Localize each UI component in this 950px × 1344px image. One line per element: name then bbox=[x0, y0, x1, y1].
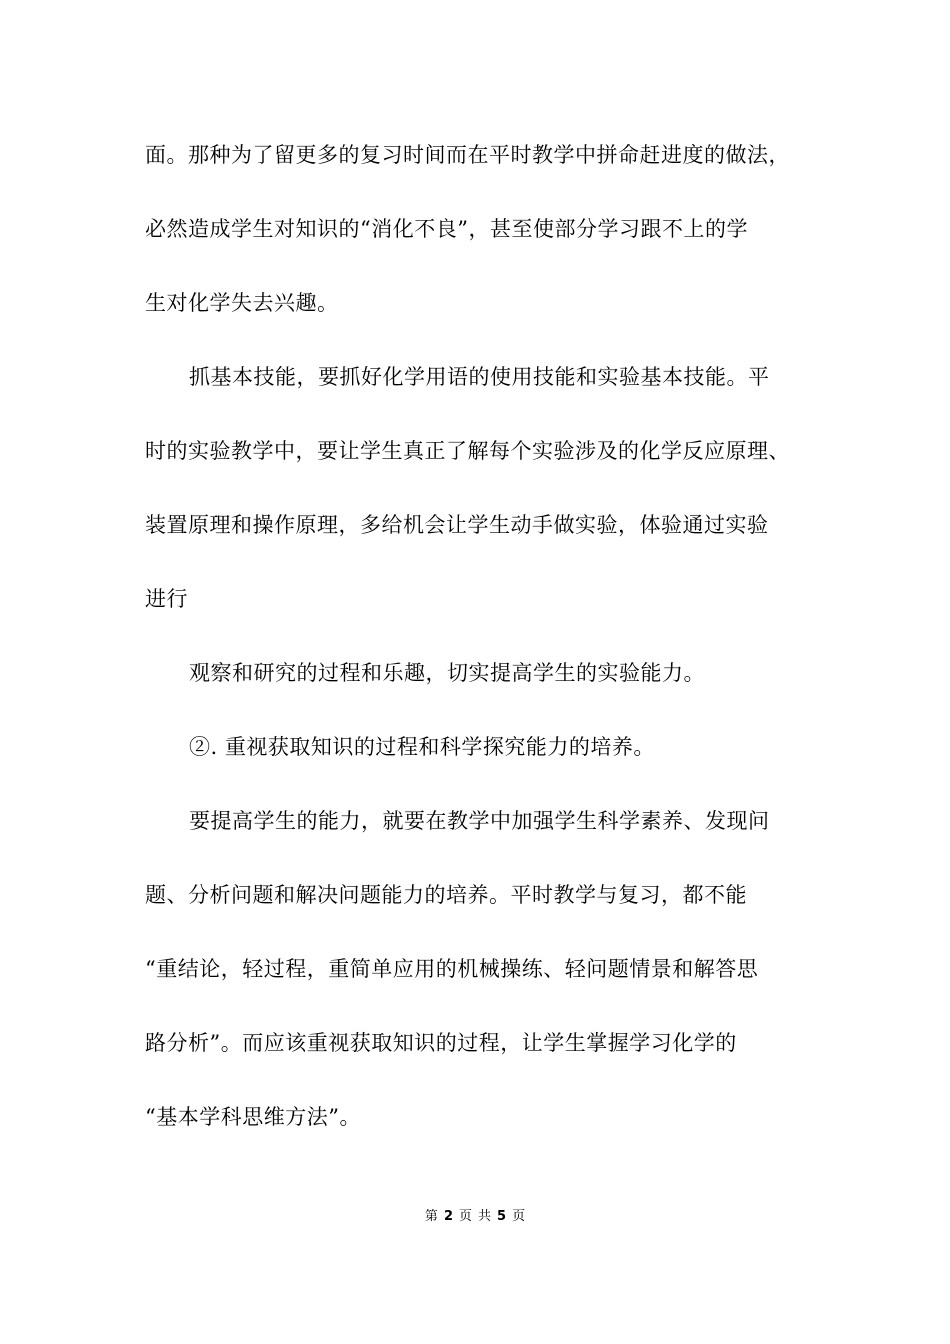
footer-ye: 页 bbox=[458, 1209, 472, 1224]
text-line: “重结论，轻过程，重简单应用的机械操练、轻问题情景和解答思 bbox=[145, 957, 759, 981]
text-line: 必然造成学生对知识的“消化不良”，甚至使部分学习跟不上的学 bbox=[145, 217, 748, 241]
footer-di: 第 bbox=[424, 1209, 438, 1224]
paragraph-start-line: 观察和研究的过程和乐趣，切实提高学生的实验能力。 bbox=[189, 661, 705, 685]
page-footer bbox=[0, 1208, 950, 1226]
text-line: 进行 bbox=[145, 587, 188, 611]
text-line: 生对化学失去兴趣。 bbox=[145, 291, 339, 315]
text-line: 装置原理和操作原理，多给机会让学生动手做实验，体验通过实验 bbox=[145, 513, 769, 537]
footer-ye: 页 bbox=[512, 1209, 526, 1224]
paragraph-start-line: 抓基本技能，要抓好化学用语的使用技能和实验基本技能。平 bbox=[189, 365, 770, 389]
text-line: “基本学科思维方法”。 bbox=[145, 1105, 361, 1129]
text-line: 路分析”。而应该重视获取知识的过程，让学生掌握学习化学的 bbox=[145, 1031, 737, 1055]
text-line: 题、分析问题和解决问题能力的培养。平时教学与复习，都不能 bbox=[145, 883, 747, 907]
text-line: 面。那种为了留更多的复习时间而在平时教学中拼命赶进度的做法， bbox=[145, 143, 790, 167]
paragraph-start-line: 要提高学生的能力，就要在教学中加强学生科学素养、发现问 bbox=[189, 809, 770, 833]
text-line: 时的实验教学中，要让学生真正了解每个实验涉及的化学反应原理、 bbox=[145, 439, 790, 463]
footer-gong: 共 bbox=[478, 1209, 492, 1224]
footer-page-number: 2 bbox=[443, 1209, 453, 1224]
footer-total-pages: 5 bbox=[497, 1209, 507, 1224]
section-heading: ②. 重视获取知识的过程和科学探究能力的培养。 bbox=[189, 735, 655, 759]
